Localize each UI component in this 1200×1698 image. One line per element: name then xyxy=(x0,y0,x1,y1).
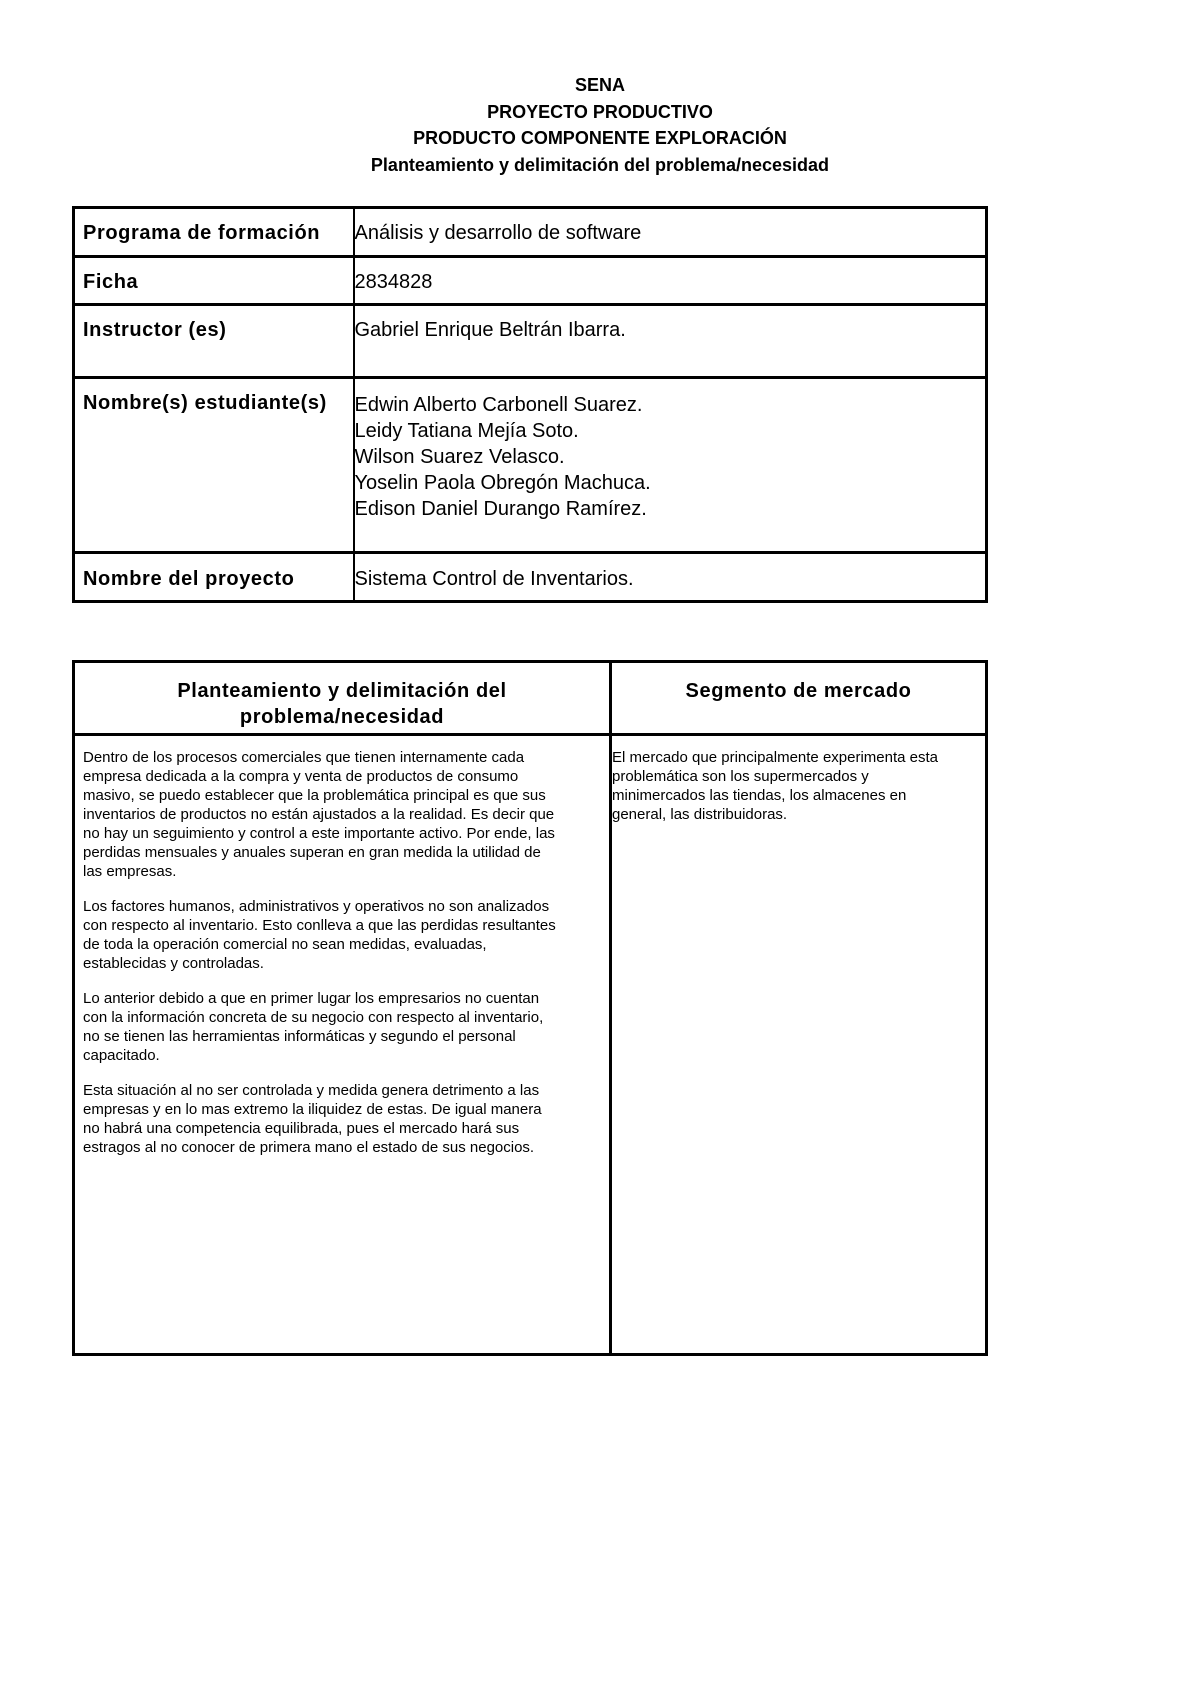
header-title: Planteamiento y delimitación del problema/necesidad xyxy=(370,154,830,175)
text-line: general, las distribuidoras. xyxy=(612,806,788,823)
info-row-proyecto xyxy=(74,553,987,602)
ficha-value: 2834828 xyxy=(354,257,987,305)
text-line: estragos al no conocer de primera mano el estado de sus negocios. xyxy=(83,1139,535,1156)
info-table xyxy=(72,206,988,603)
info-row-instructor xyxy=(74,305,987,378)
student-name: Leidy Tatiana Mejía Soto. xyxy=(354,420,579,442)
problem-header-row xyxy=(74,662,987,735)
problem-paragraph xyxy=(83,1081,597,1157)
problem-body-row xyxy=(74,735,987,1355)
text-line: capacitado. xyxy=(83,1047,160,1064)
info-row-estudiantes xyxy=(74,378,987,553)
problem-paragraph xyxy=(83,748,597,881)
text-line: Los factores humanos, administrativos y operativos no son analizados xyxy=(83,898,550,915)
text-line: inventarios de productos no están ajustados a la realidad. Es decir que xyxy=(83,806,555,823)
text-line: Esta situación al no ser controlada y medida genera detrimento a las xyxy=(83,1082,540,1099)
text-line: establecidas y controladas. xyxy=(83,955,264,972)
problem-header-line: problema/necesidad xyxy=(239,706,445,728)
header-institution: SENA xyxy=(574,75,625,95)
document-header xyxy=(0,72,1200,178)
text-line: no hay un seguimiento y control a este importante activo. Por ende, las xyxy=(83,825,555,842)
info-row-ficha xyxy=(74,257,987,305)
programa-value: Análisis y desarrollo de software xyxy=(354,208,987,257)
problem-table xyxy=(72,660,988,1356)
text-line: las empresas. xyxy=(83,863,177,880)
info-row-programa xyxy=(74,208,987,257)
proyecto-label: Nombre del proyecto xyxy=(74,553,354,602)
text-line: no se tienen las herramientas informáticas y segundo el personal xyxy=(83,1028,516,1045)
estudiantes-list xyxy=(354,378,987,553)
text-line: minimercados las tiendas, los almacenes en xyxy=(612,787,907,804)
text-line: Dentro de los procesos comerciales que tienen internamente cada xyxy=(83,749,525,766)
problem-header-line: Planteamiento y delimitación del xyxy=(177,680,507,702)
text-line: El mercado que principalmente experimenta esta xyxy=(612,749,939,766)
instructor-value: Gabriel Enrique Beltrán Ibarra. xyxy=(354,305,987,378)
text-line: con respecto al inventario. Esto conlleva a que las perdidas resultantes xyxy=(83,917,556,934)
text-line: no habrá una competencia equilibrada, pues el mercado hará sus xyxy=(83,1120,520,1137)
estudiantes-label: Nombre(s) estudiante(s) xyxy=(74,378,354,553)
text-line: perdidas mensuales y anuales superan en gran medida la utilidad de xyxy=(83,844,541,861)
text-line: con la información concreta de su negocio con respecto al inventario, xyxy=(83,1009,544,1026)
segment-column-header: Segmento de mercado xyxy=(611,662,987,735)
header-project: PROYECTO PRODUCTIVO xyxy=(487,101,713,122)
problem-description xyxy=(74,735,611,1355)
problem-paragraph xyxy=(83,989,597,1065)
student-name: Edwin Alberto Carbonell Suarez. xyxy=(354,394,643,416)
proyecto-value: Sistema Control de Inventarios. xyxy=(354,553,987,602)
market-segment-description xyxy=(611,735,987,1355)
student-name: Yoselin Paola Obregón Machuca. xyxy=(354,472,651,494)
header-component: PRODUCTO COMPONENTE EXPLORACIÓN xyxy=(413,128,787,148)
problem-paragraph xyxy=(83,897,597,973)
text-line: problemática son los supermercados y xyxy=(612,768,869,785)
programa-label: Programa de formación xyxy=(74,208,354,257)
text-line: empresa dedicada a la compra y venta de productos de consumo xyxy=(83,768,519,785)
student-name: Edison Daniel Durango Ramírez. xyxy=(354,498,647,520)
ficha-label: Ficha xyxy=(74,257,354,305)
student-name: Wilson Suarez Velasco. xyxy=(354,446,565,468)
text-line: Lo anterior debido a que en primer lugar los empresarios no cuentan xyxy=(83,990,540,1007)
problem-column-header xyxy=(74,662,611,735)
text-line: de toda la operación comercial no sean medidas, evaluadas, xyxy=(83,936,487,953)
text-line: masivo, se puedo establecer que la problemática principal es que sus xyxy=(83,787,546,804)
instructor-label: Instructor (es) xyxy=(74,305,354,378)
text-line: empresas y en lo mas extremo la iliquidez de estas. De igual manera xyxy=(83,1101,542,1118)
